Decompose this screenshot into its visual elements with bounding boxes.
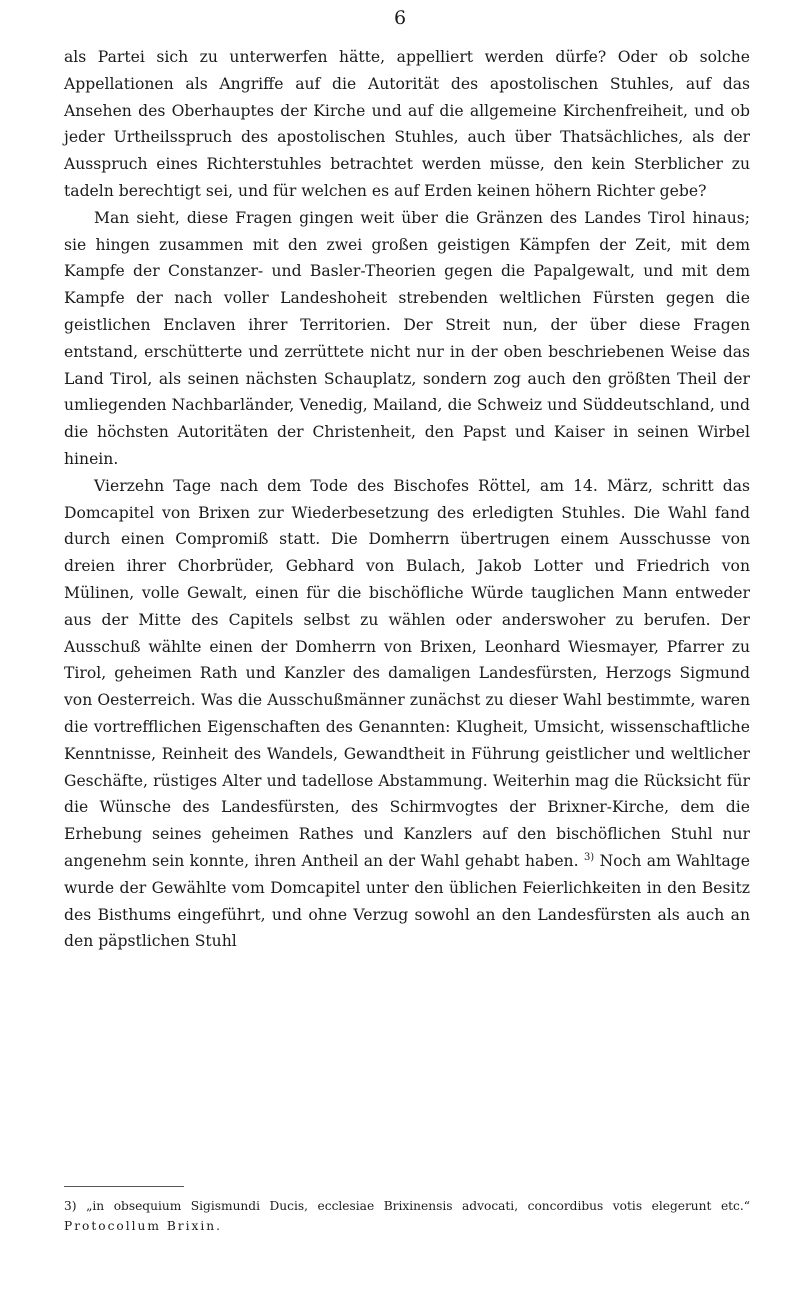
body-text — [64, 44, 750, 955]
footnote-reference[interactable]: 3) — [583, 851, 595, 863]
footnote-divider — [64, 1186, 184, 1187]
paragraph-1: als Partei sich zu unterwerfen hätte, appelliert werden dürfe? Oder ob solche Appellationen als Angriffe auf die Autorität des apostolischen Stuhles, auf das Ansehen des Oberhauptes der Kirche und auf die allgemeine Kirchenfreiheit, und ob jeder Urtheilsspruch des apostolischen Stuhles, auch über Thatsächliches, als der Ausspruch eines Richterstuhles betrachtet werden müsse, den kein Sterblicher zu tadeln berechtigt sei, und für welchen es auf Erden keinen höhern Richter gebe? — [64, 48, 750, 200]
page-number: 6 — [393, 7, 407, 29]
footnote — [64, 1196, 750, 1236]
paragraph-2: Man sieht, diese Fragen gingen weit über die Gränzen des Landes Tirol hinaus; sie hingen zusammen mit den zwei großen geistigen Kämpfen der Zeit, mit dem Kampfe der Constanzer- und Basler-Theorien gegen die Papalgewalt, und mit dem Kampfe der nach voller Landeshoheit strebenden weltlichen Fürsten gegen die geistlichen Enclaven ihrer Territorien. Der Streit nun, der über diese Fragen entstand, erschütterte und zerrüttete nicht nur in der oben beschriebenen Weise das Land Tirol, als seinen nächsten Schauplatz, sondern zog auch den größten Theil der umliegenden Nachbarländer, Venedig, Mailand, die Schweiz und Süddeutschland, und die höchsten Autoritäten der Christenheit, den Papst und Kaiser in seinen Wirbel hinein. — [64, 208, 750, 468]
paragraph-3-text: Vierzehn Tage nach dem Tode des Bischofes Röttel, am 14. März, schritt das Domcapitel von Brixen zur Wiederbesetzung des erledigten Stuhles. Die Wahl fand durch einen Compromiß statt. Die Domherrn übertrugen einem Ausschusse von dreien ihrer Chorbrüder, Gebhard von Bulach, Jakob Lotter und Friedrich von Mülinen, volle Gewalt, einen für die bischöfliche Würde tauglichen Mann entweder aus der Mitte des Capitels selbst zu wählen oder anderswoher zu berufen. Der Ausschuß wählte einen der Domherrn von Brixen, Leonhard Wiesmayer, Pfarrer zu Tirol, geheimen Rath und Kanzler des damaligen Landesfürsten, Herzogs Sigmund von Oesterreich. Was die Ausschußmänner zunächst zu dieser Wahl bestimmte, waren die vortrefflichen Eigenschaften des Genannten: Klugheit, Umsicht, wissenschaftliche Kenntnisse, Reinheit des Wandels, Gewandtheit in Führung geistlicher und weltlicher Geschäfte, rüstiges Alter und tadellose Abstammung. Weiterhin mag die Rücksicht für die Wünsche des Landesfürsten, des Schirmvogtes der Brixner-Kirche, dem die Erhebung seines geheimen Rathes und Kanzlers auf den bischöflichen Stuhl nur angenehm sein konnte, ihren Antheil an der Wahl gehabt haben. — [64, 476, 750, 870]
paragraph-3 — [64, 473, 750, 955]
paragraph-3-text-continued: Noch am Wahltage wurde der Gewählte vom Domcapitel unter den üblichen Feierlichkeiten in den Besitz des Bisthums eingeführt, und ohne Verzug sowohl an den Landesfürsten als auch an den päpstlichen Stuhl — [64, 851, 750, 951]
footnote-source: Protocollum Brixin. — [64, 1219, 223, 1233]
footnote-mark: 3) — [64, 1199, 77, 1213]
footnote-text: „in obsequium Sigismundi Ducis, ecclesiae Brixinensis advocati, concordibus votis elegerunt etc.“ — [76, 1199, 750, 1213]
